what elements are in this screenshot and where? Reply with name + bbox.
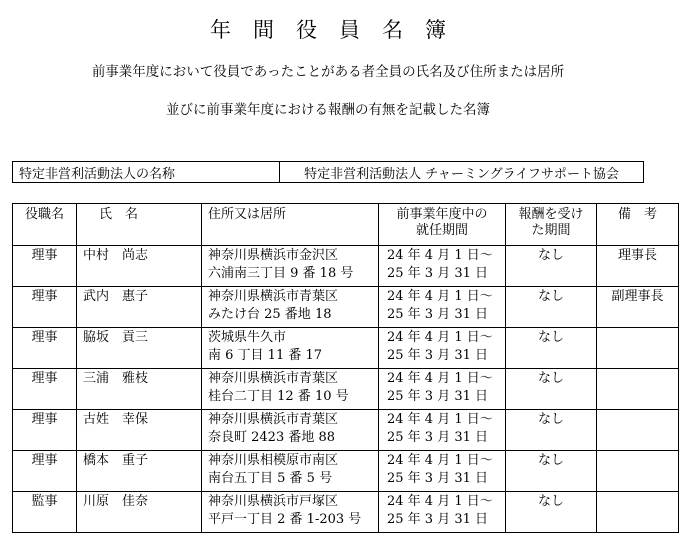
officer-address-line-1: 茨城県牛久市 [208,330,287,345]
officer-pay: なし [506,328,597,369]
officer-address [202,246,379,287]
organization-table [12,161,644,183]
officer-address-line-2: 奈良町 2423 番地 88 [208,430,336,445]
officer-role: 理事 [13,246,77,287]
officer-address-line-2: 南台五丁目 5 番 5 号 [208,471,333,486]
officer-term-end: 25 年 3 月 31 日 [387,348,489,363]
officer-term-end: 25 年 3 月 31 日 [387,266,489,281]
officer-term [379,369,506,410]
officer-name: 中村 尚志 [77,246,202,287]
header-pay-line-1: 報酬を受け [518,207,584,222]
subtitle-line-2: 並びに前事業年度における報酬の有無を記載した名簿 [166,102,490,118]
header-note: 備 考 [597,204,679,246]
officers-header-row [13,204,679,246]
officer-role: 理事 [13,287,77,328]
officer-note [597,328,679,369]
table-row [13,246,679,287]
officer-name: 川原 佳奈 [77,492,202,533]
officer-term-start: 24 年 4 月 1 日〜 [387,330,493,345]
officer-role: 理事 [13,328,77,369]
officer-pay: なし [506,246,597,287]
officer-note: 副理事長 [597,287,679,328]
officer-address [202,451,379,492]
organization-label: 特定非営利活動法人の名称 [13,162,280,183]
organization-name: 特定非営利活動法人 チャーミングライフサポート協会 [280,162,644,183]
officer-name: 三浦 雅枝 [77,369,202,410]
officer-address-line-2: 平戸一丁目 2 番 1-203 号 [208,512,362,527]
table-row [13,492,679,533]
officer-name: 古姓 幸保 [77,410,202,451]
officer-term-start: 24 年 4 月 1 日〜 [387,248,493,263]
officer-address-line-2: 六浦南三丁目 9 番 18 号 [208,266,354,281]
header-term-line-1: 前事業年度中の [396,207,488,222]
officer-address-line-2: みたけ台 25 番地 18 [208,307,332,322]
officer-pay: なし [506,287,597,328]
officer-term-start: 24 年 4 月 1 日〜 [387,494,493,509]
officer-term [379,451,506,492]
officer-address [202,328,379,369]
officer-address-line-1: 神奈川県相模原市南区 [208,453,339,468]
officer-address-line-1: 神奈川県横浜市青葉区 [208,371,339,386]
officer-pay: なし [506,492,597,533]
header-address: 住所又は居所 [202,204,379,246]
officer-term-start: 24 年 4 月 1 日〜 [387,371,493,386]
table-row [13,451,679,492]
officer-address-line-1: 神奈川県横浜市戸塚区 [208,494,339,509]
officer-note [597,369,679,410]
officer-address-line-1: 神奈川県横浜市金沢区 [208,248,339,263]
officer-term-start: 24 年 4 月 1 日〜 [387,453,493,468]
header-name: 氏 名 [77,204,202,246]
officers-table [12,203,679,533]
officer-name: 武内 惠子 [77,287,202,328]
officer-address [202,369,379,410]
officer-term-end: 25 年 3 月 31 日 [387,471,489,486]
officer-address [202,410,379,451]
header-pay [506,204,597,246]
officer-role: 理事 [13,410,77,451]
officer-name: 橋本 重子 [77,451,202,492]
officer-term-end: 25 年 3 月 31 日 [387,512,489,527]
table-row [13,369,679,410]
officer-term-end: 25 年 3 月 31 日 [387,307,489,322]
officer-term [379,328,506,369]
organization-row [13,162,644,183]
officer-term-end: 25 年 3 月 31 日 [387,430,489,445]
officer-term [379,246,506,287]
officer-role: 理事 [13,451,77,492]
officer-term-start: 24 年 4 月 1 日〜 [387,289,493,304]
officer-name: 脇坂 貢三 [77,328,202,369]
officer-pay: なし [506,410,597,451]
officer-term [379,492,506,533]
header-pay-line-2: た期間 [531,223,571,238]
officer-term [379,287,506,328]
subtitle-line-1: 前事業年度において役員であったことがある者全員の氏名及び住所または居所 [91,64,565,80]
officer-term [379,410,506,451]
officer-role: 監事 [13,492,77,533]
officer-address-line-2: 桂台二丁目 12 番 10 号 [208,389,349,404]
officers-body [13,246,679,533]
officer-pay: なし [506,369,597,410]
officer-address [202,492,379,533]
officer-pay: なし [506,451,597,492]
header-term-line-2: 就任期間 [415,223,468,238]
officer-address-line-2: 南 6 丁目 11 番 17 [208,348,323,363]
table-row [13,410,679,451]
header-term [379,204,506,246]
officer-note [597,492,679,533]
officer-note: 理事長 [597,246,679,287]
officer-term-end: 25 年 3 月 31 日 [387,389,489,404]
officer-note [597,451,679,492]
table-row [13,287,679,328]
officer-note [597,410,679,451]
officer-address-line-1: 神奈川県横浜市青葉区 [208,412,339,427]
officer-address-line-1: 神奈川県横浜市青葉区 [208,289,339,304]
officer-term-start: 24 年 4 月 1 日〜 [387,412,493,427]
table-row [13,328,679,369]
page-title: 年間役員名簿 [210,18,468,42]
officer-role: 理事 [13,369,77,410]
header-role: 役職名 [13,204,77,246]
officer-address [202,287,379,328]
